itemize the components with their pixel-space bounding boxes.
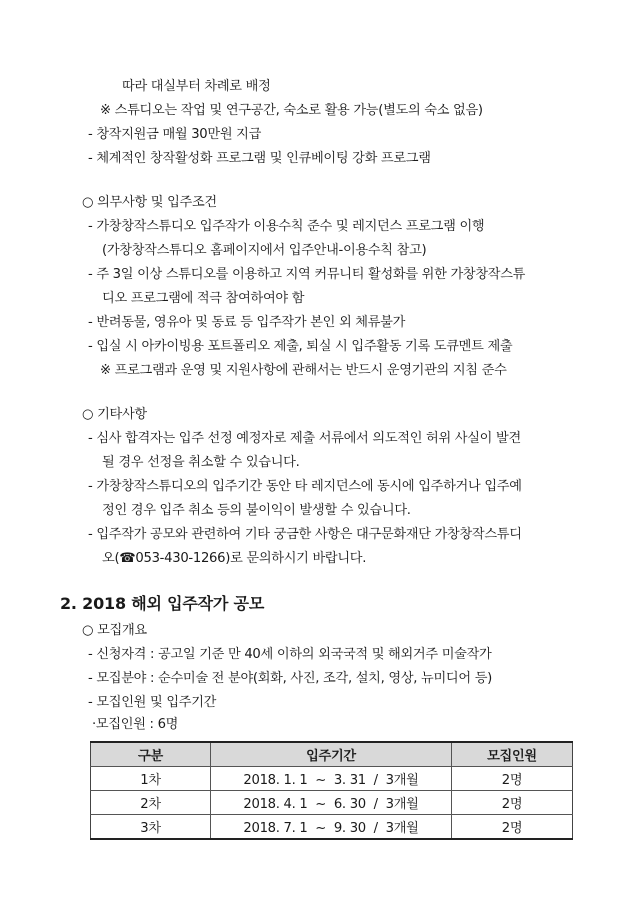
bullet-item: - 신청자격 : 공고일 기준 만 40세 이하의 외국국적 및 해외거주 미술작가 [88, 647, 492, 662]
bullet-item: - 창작지원금 매월 30만원 지급 [88, 127, 262, 142]
bullet-item: - 가창창작스튜디오 입주작가 이용수칙 준수 및 레지던스 프로그램 이행 [88, 219, 485, 234]
col-header-period: 입주기간 [211, 742, 452, 767]
bullet-item: - 가창창작스튜디오의 입주기간 동안 타 레지던스에 동시에 입주하거나 입주예 [88, 479, 522, 494]
bullet-item: - 모집분야 : 순수미술 전 분야(회화, 사진, 조각, 설치, 영상, 뉴미디어 등) [88, 671, 492, 686]
bullet-item: - 체계적인 창작활성화 프로그램 및 인큐베이팅 강화 프로그램 [88, 151, 431, 166]
bullet-continuation: (가창창작스튜디오 홈페이지에서 입주안내-이용수칙 참고) [102, 243, 427, 258]
cell-period: 2018. 4. 1 ~ 6. 30 / 3개월 [211, 791, 452, 815]
bullet-continuation: 될 경우 선정을 취소할 수 있습니다. [102, 455, 300, 470]
sub-item: ·모집인원 : 6명 [92, 717, 179, 732]
table-header-row [91, 742, 573, 767]
cell-recruits: 2명 [452, 791, 573, 815]
section-heading-overview: ○ 모집개요 [82, 623, 147, 638]
bullet-item: - 모집인원 및 입주기간 [88, 695, 217, 710]
cell-period: 2018. 1. 1 ~ 3. 31 / 3개월 [211, 767, 452, 791]
bullet-continuation: 오(☎053-430-1266)로 문의하시기 바랍니다. [102, 551, 367, 566]
cell-category: 2차 [91, 791, 211, 815]
table-row [91, 791, 573, 815]
cell-recruits: 2명 [452, 767, 573, 791]
note-line: ※ 프로그램과 운영 및 지원사항에 관해서는 반드시 운영기관의 지침 준수 [100, 363, 507, 378]
cell-category: 3차 [91, 815, 211, 840]
bullet-continuation: 정인 경우 입주 취소 등의 불이익이 발생할 수 있습니다. [102, 503, 411, 518]
section-heading-obligations: ○ 의무사항 및 입주조건 [82, 195, 217, 210]
bullet-item: - 입주작가 공모와 관련하여 기타 궁금한 사항은 대구문화재단 가창창작스튜디 [88, 527, 522, 542]
cell-category: 1차 [91, 767, 211, 791]
cell-recruits: 2명 [452, 815, 573, 840]
residency-period-table [90, 741, 573, 840]
table-row [91, 767, 573, 791]
cell-period: 2018. 7. 1 ~ 9. 30 / 3개월 [211, 815, 452, 840]
bullet-item: - 주 3일 이상 스튜디오를 이용하고 지역 커뮤니티 활성화를 위한 가창창작스튜 [88, 267, 526, 282]
table-row [91, 815, 573, 840]
col-header-category: 구분 [91, 742, 211, 767]
note-line: ※ 스튜디오는 작업 및 연구공간, 숙소로 활용 가능(별도의 숙소 없음) [100, 103, 483, 118]
bullet-item: - 심사 합격자는 입주 선정 예정자로 제출 서류에서 의도적인 허위 사실이 발견 [88, 431, 521, 446]
bullet-continuation: 디오 프로그램에 적극 참여하여야 함 [102, 291, 305, 306]
section-heading-other: ○ 기타사항 [82, 407, 147, 422]
bullet-item: - 입실 시 아카이빙용 포트폴리오 제출, 퇴실 시 입주활동 기록 도큐멘트 제출 [88, 339, 513, 354]
text-line: 따라 대실부터 차례로 배정 [122, 79, 271, 94]
section-title: 2. 2018 해외 입주작가 공모 [60, 594, 265, 613]
bullet-item: - 반려동물, 영유아 및 동료 등 입주작가 본인 외 체류불가 [88, 315, 406, 330]
col-header-recruits: 모집인원 [452, 742, 573, 767]
